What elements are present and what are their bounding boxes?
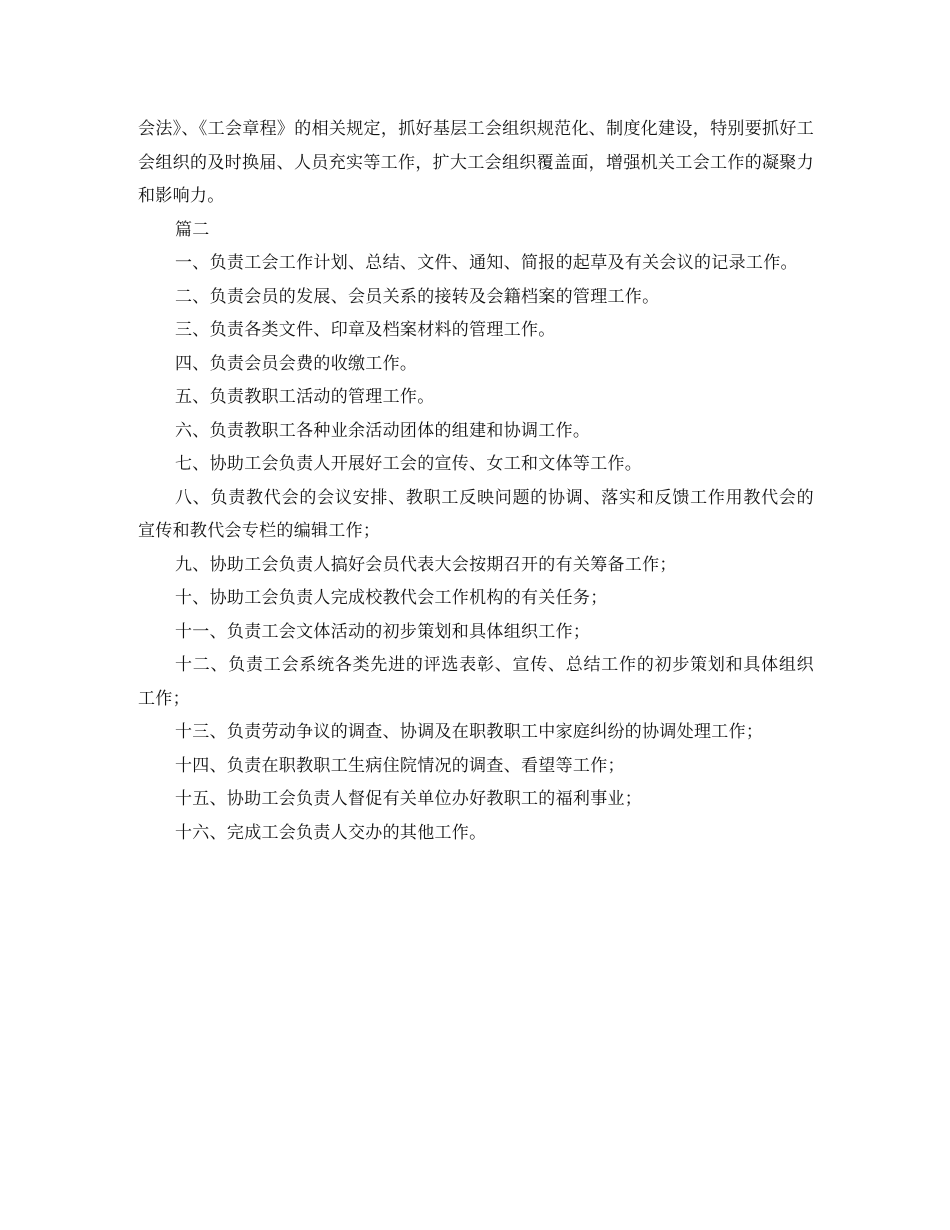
list-item: 六、负责教职工各种业余活动团体的组建和协调工作。 (175, 420, 591, 441)
list-item: 十六、完成工会负责人交办的其他工作。 (175, 822, 487, 843)
list-item: 十三、负责劳动争议的调查、协调及在职教职工中家庭纠纷的协调处理工作； (175, 722, 764, 742)
list-item: 十、协助工会负责人完成校教代会工作机构的有关任务； (175, 588, 608, 608)
document-body (138, 113, 814, 850)
list-item: 七、协助工会负责人开展好工会的宣传、女工和文体等工作。 (175, 454, 643, 474)
list-item: 一、负责工会工作计划、总结、文件、通知、简报的起草及有关会议的记录工作。 (175, 253, 798, 273)
list-item: 四、负责会员会费的收缴工作。 (175, 353, 418, 374)
list-item: 五、负责教职工活动的管理工作。 (175, 387, 435, 407)
paragraph-intro-continuation: 会法》、《工会章程》的相关规定，抓好基层工会组织规范化、制度化建设，特别要抓好工会组织的及时换届、人员充实等工作，扩大工会组织覆盖面，增强机关工会工作的凝聚力和影响力。 (138, 119, 814, 206)
list-item: 十五、协助工会负责人督促有关单位办好教职工的福利事业； (175, 789, 643, 809)
list-item: 十四、负责在职教职工生病住院情况的调查、看望等工作； (175, 755, 625, 776)
list-item: 三、负责各类文件、印章及档案材料的管理工作。 (175, 320, 556, 340)
section-heading-pian-er: 篇二 (175, 219, 210, 240)
list-item: 十二、负责工会系统各类先进的评选表彰、宣传、总结工作的初步策划和具体组织工作； (138, 655, 814, 709)
list-item: 二、负责会员的发展、会员关系的接转及会籍档案的管理工作。 (175, 286, 660, 307)
list-item: 八、负责教代会的会议安排、教职工反映问题的协调、落实和反馈工作用教代会的宣传和教代会专栏的编辑工作； (138, 487, 814, 541)
list-item: 十一、负责工会文体活动的初步策划和具体组织工作； (175, 621, 591, 642)
list-item: 九、协助工会负责人搞好会员代表大会按期召开的有关筹备工作； (175, 554, 677, 575)
